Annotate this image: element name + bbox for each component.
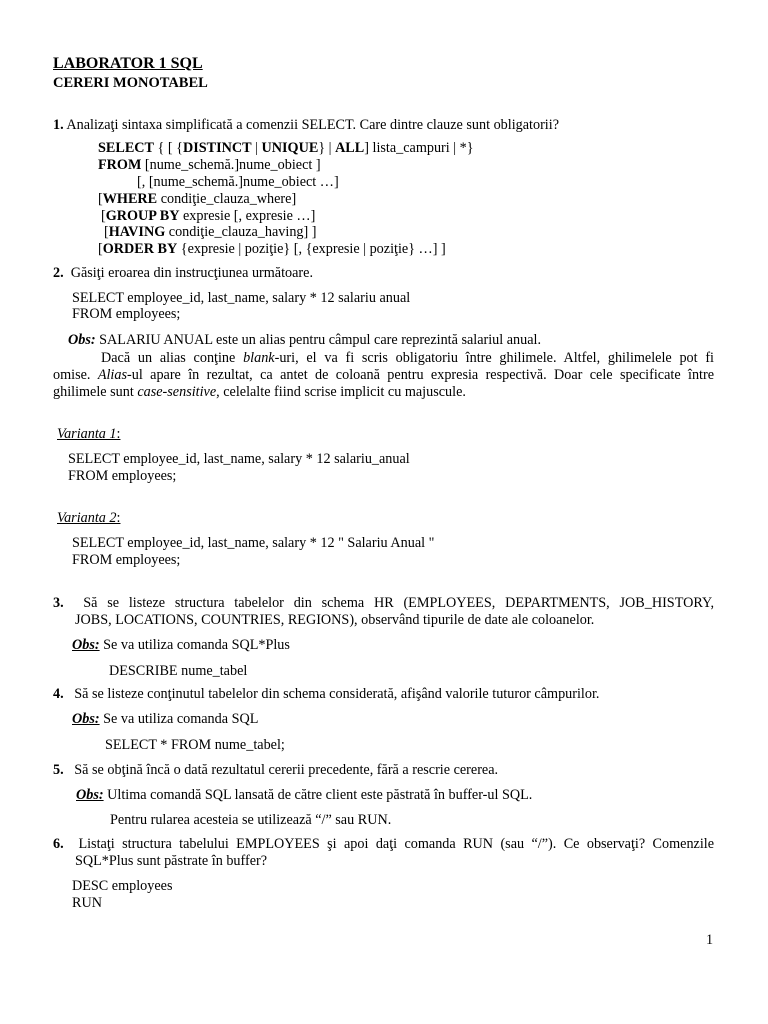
syntax-text: [ <box>104 224 109 240</box>
syntax-line-select <box>98 140 474 157</box>
syntax-text: condiţie_clauza_having] ] <box>165 224 317 240</box>
keyword: DISTINCT <box>183 140 252 156</box>
obs-text: , celelalte fiind scrise implicit cu majuscule. <box>216 384 466 400</box>
obs-text: SALARIU ANUAL este un alias pentru câmpul care reprezintă salariul anual. <box>95 332 542 348</box>
obs-note <box>76 787 532 804</box>
keyword: WHERE <box>102 191 158 207</box>
question-text: Să se listeze structura tabelelor din schema HR (EMPLOYEES, DEPARTMENTS, JOB_HISTORY, <box>83 595 714 611</box>
code-line: DESC employees <box>72 878 173 894</box>
code-line: RUN <box>72 895 102 911</box>
page-title: LABORATOR 1 SQL <box>53 55 203 72</box>
syntax-text: condiţie_clauza_where] <box>157 191 297 207</box>
syntax-line-order-by <box>98 241 446 258</box>
syntax-text: { [ { <box>154 140 183 156</box>
syntax-line-having <box>104 224 317 241</box>
obs-text: case-sensitive <box>137 384 217 400</box>
variant-label: Varianta 1 <box>57 426 117 442</box>
question-number: 6. <box>53 836 64 852</box>
question-number: 1. <box>53 117 64 133</box>
obs-label: Obs: <box>68 332 96 348</box>
variant-1-label <box>57 426 120 443</box>
code-line: SELECT employee_id, last_name, salary * 12 salariu_anual <box>68 451 410 467</box>
syntax-line-from-more: [, [nume_schemă.]nume_obiect …] <box>137 174 339 190</box>
obs-text-cont: Pentru rularea acesteia se utilizează “/” sau RUN. <box>110 812 392 828</box>
question-text: Să se obţină încă o dată rezultatul cererii precedente, fără a rescrie cererea. <box>74 762 499 778</box>
keyword: UNIQUE <box>261 140 319 156</box>
question-text: Găsiţi eroarea din instrucţiunea următoare. <box>70 265 314 281</box>
question-2 <box>53 265 313 282</box>
obs-text: Ultima comandă SQL lansată de către client este păstrată în buffer-ul SQL. <box>103 787 533 803</box>
syntax-text: ] lista_campuri | *} <box>364 140 474 156</box>
syntax-text: [nume_schemă.]nume_obiect ] <box>141 157 321 173</box>
obs-text: blank <box>243 350 275 366</box>
question-number: 4. <box>53 686 64 702</box>
question-text: Să se listeze conţinutul tabelelor din schema considerată, afişând valorile tuturor câmpurilor. <box>74 686 600 702</box>
question-6 <box>53 836 714 853</box>
obs-note <box>68 332 541 349</box>
obs-label: Obs: <box>76 787 104 803</box>
question-number: 2. <box>53 265 64 281</box>
code-line: FROM employees; <box>68 468 177 484</box>
page-subtitle: CERERI MONOTABEL <box>53 75 208 91</box>
variant-colon: : <box>116 510 121 526</box>
keyword: SELECT <box>98 140 154 156</box>
obs-text: Dacă un alias conţine <box>101 350 244 366</box>
obs-note <box>72 711 258 728</box>
code-line: DESCRIBE nume_tabel <box>109 663 248 679</box>
code-line: SELECT employee_id, last_name, salary * 12 salariu anual <box>72 290 411 306</box>
obs-paragraph-line <box>53 367 714 384</box>
question-5 <box>53 762 498 779</box>
obs-note <box>72 637 290 654</box>
code-line: FROM employees; <box>72 552 181 568</box>
question-4 <box>53 686 599 703</box>
obs-label: Obs: <box>72 711 100 727</box>
syntax-text: | <box>251 140 262 156</box>
keyword: FROM <box>98 157 142 173</box>
question-number: 3. <box>53 595 64 611</box>
obs-text: Se va utiliza comanda SQL*Plus <box>99 637 290 653</box>
keyword: HAVING <box>108 224 166 240</box>
question-text: Listaţi structura tabelului EMPLOYEES şi apoi daţi comanda RUN (sau “/”). Ce observaţi? Comenzile <box>78 836 715 852</box>
code-line: SELECT * FROM nume_tabel; <box>105 737 285 753</box>
variant-colon: : <box>116 426 121 442</box>
question-text-cont: JOBS, LOCATIONS, COUNTRIES, REGIONS), observând tipurile de date ale coloanelor. <box>75 612 595 628</box>
question-3 <box>53 595 714 612</box>
code-line: FROM employees; <box>72 306 181 322</box>
syntax-text: {expresie | poziţie} [, {expresie | poziţie} …] ] <box>177 241 446 257</box>
keyword: ALL <box>335 140 365 156</box>
syntax-line-where <box>98 191 296 208</box>
obs-text: ghilimele sunt <box>53 384 138 400</box>
syntax-text: [ <box>98 241 103 257</box>
obs-paragraph-line <box>53 384 466 401</box>
syntax-text: [ <box>101 208 106 224</box>
question-text-cont: SQL*Plus sunt păstrate în buffer? <box>75 853 268 869</box>
obs-text: Alias <box>97 367 127 383</box>
syntax-text: [ <box>98 191 103 207</box>
variant-label: Varianta 2 <box>57 510 117 526</box>
question-1 <box>53 117 559 134</box>
variant-2-label <box>57 510 120 527</box>
obs-text: Se va utiliza comanda SQL <box>99 711 259 727</box>
page-number: 1 <box>706 932 714 948</box>
code-line: SELECT employee_id, last_name, salary * 12 " Salariu Anual " <box>72 535 435 551</box>
syntax-text: } | <box>318 140 336 156</box>
question-text: Analizaţi sintaxa simplificată a comenzii SELECT. Care dintre clauze sunt obligatorii? <box>66 117 559 133</box>
syntax-line-group-by <box>101 208 315 225</box>
obs-text: -uri, el va fi scris obligatoriu între ghilimele. Altfel, ghilimelele pot fi <box>274 350 714 366</box>
syntax-line-from <box>98 157 321 174</box>
obs-paragraph-line <box>101 350 714 367</box>
question-number: 5. <box>53 762 64 778</box>
keyword: GROUP BY <box>105 208 180 224</box>
syntax-text: expresie [, expresie …] <box>179 208 316 224</box>
obs-text: omise. <box>53 367 98 383</box>
obs-text: -ul apare în rezultat, ca antet de coloană pentru expresia respectivă. Doar cele specificate între <box>127 367 715 383</box>
keyword: ORDER BY <box>102 241 178 257</box>
obs-label: Obs: <box>72 637 100 653</box>
